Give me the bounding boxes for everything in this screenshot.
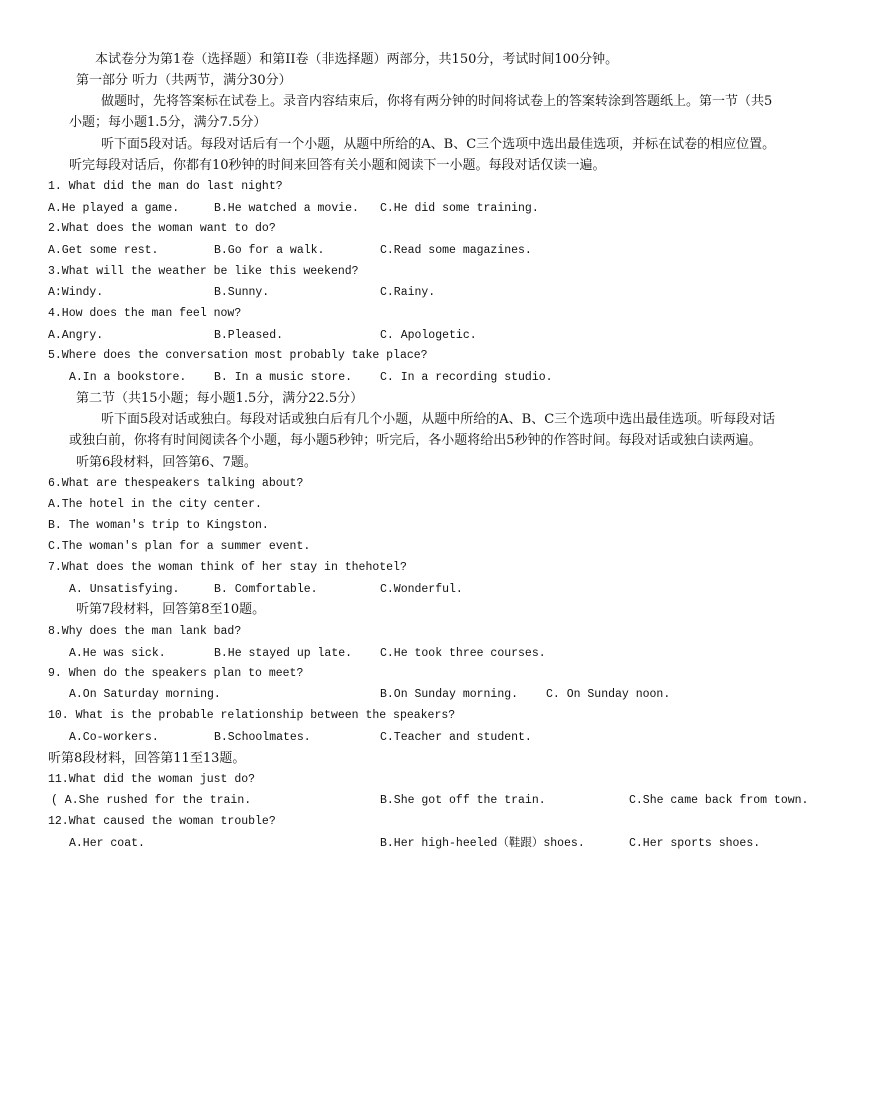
question-7: 7.What does the woman think of her stay in thehotel? <box>48 561 407 574</box>
instruction-1a: 做题时，先将答案标在试卷上。录音内容结束后，你将有两分钟的时间将试卷上的答案转涂到答题纸上。第一节（共5 <box>101 94 773 109</box>
q9-option-b: B.On Sunday morning. <box>380 688 519 701</box>
question-12: 12.What caused the woman trouble? <box>48 815 276 828</box>
question-1: 1. What did the man do last night? <box>48 180 283 193</box>
q3-option-c: C.Rainy. <box>380 286 436 299</box>
q10-option-c: C.Teacher and student. <box>380 731 532 744</box>
q3-option-b: B.Sunny. <box>214 286 270 299</box>
question-4: 4.How does the man feel now? <box>48 307 242 320</box>
q3-option-a: A:Windy. <box>48 286 104 299</box>
question-11: 11.What did the woman just do? <box>48 773 256 786</box>
q7-option-b: B. Comfortable. <box>214 583 318 596</box>
instruction-1b: 小题；每小题1.5分，满分7.5分） <box>69 115 267 130</box>
q12-option-c: C.Her sports shoes. <box>629 837 761 850</box>
question-2: 2.What does the woman want to do? <box>48 222 276 235</box>
q11-option-a: ( A.She rushed for the train. <box>51 794 252 807</box>
q9-option-a: A.On Saturday morning. <box>69 688 221 701</box>
material-7-header: 听第7段材料，回答第8至10题。 <box>76 602 266 617</box>
question-6: 6.What are thespeakers talking about? <box>48 477 304 490</box>
q10-option-a: A.Co-workers. <box>69 731 159 744</box>
question-10: 10. What is the probable relationship between the speakers? <box>48 709 456 722</box>
q4-option-b: B.Pleased. <box>214 329 284 342</box>
instruction-3: 听完每段对话后，你都有10秒钟的时间来回答有关小题和阅读下一小题。每段对话仅读一遍。 <box>69 158 606 173</box>
q8-option-c: C.He took three courses. <box>380 647 546 660</box>
material-6-header: 听第6段材料，回答第6、7题。 <box>76 455 257 470</box>
section2-instruction-b: 或独白前，你将有时间阅读各个小题，每小题5秒钟；听完后，各小题将给出5秒钟的作答时间。每段对话或独白读两遍。 <box>69 433 762 448</box>
section2-title: 第二节（共15小题；每小题1.5分，满分22.5分） <box>76 391 364 406</box>
question-5: 5.Where does the conversation most probably take place? <box>48 349 428 362</box>
instruction-2: 听下面5段对话。每段对话后有一个小题，从题中所给的A、B、C三个选项中选出最佳选项，并标在试卷的相应位置。 <box>101 137 776 152</box>
q10-option-b: B.Schoolmates. <box>214 731 311 744</box>
q5-option-a: A.In a bookstore. <box>69 371 187 384</box>
q7-option-c: C.Wonderful. <box>380 583 463 596</box>
q4-option-c: C. Apologetic. <box>380 329 477 342</box>
q6-option-c: C.The woman's plan for a summer event. <box>48 540 311 553</box>
part1-title: 第一部分 听力（共两节，满分30分） <box>76 73 292 88</box>
q6-option-b: B. The woman's trip to Kingston. <box>48 519 269 532</box>
question-3: 3.What will the weather be like this weekend? <box>48 265 359 278</box>
q4-option-a: A.Angry. <box>48 329 104 342</box>
q5-option-b: B. In a music store. <box>214 371 353 384</box>
question-9: 9. When do the speakers plan to meet? <box>48 667 304 680</box>
q11-option-c: C.She came back from town. <box>629 794 809 807</box>
q1-option-b: B.He watched a movie. <box>214 202 359 215</box>
q2-option-a: A.Get some rest. <box>48 244 159 257</box>
q9-option-c: C. On Sunday noon. <box>546 688 671 701</box>
q11-option-b: B.She got off the train. <box>380 794 546 807</box>
q12-option-a: A.Her coat. <box>69 837 145 850</box>
section2-instruction-a: 听下面5段对话或独白。每段对话或独白后有几个小题，从题中所给的A、B、C三个选项中选出最佳选项。听每段对话 <box>101 412 776 427</box>
q12-option-b: B.Her high-heeled（鞋跟）shoes. <box>380 837 585 850</box>
q5-option-c: C. In a recording studio. <box>380 371 553 384</box>
q1-option-c: C.He did some training. <box>380 202 539 215</box>
q7-option-a: A. Unsatisfying. <box>69 583 180 596</box>
material-8-header: 听第8段材料，回答第11至13题。 <box>48 751 246 766</box>
exam-intro: 本试卷分为第1卷（选择题）和第II卷（非选择题）两部分，共150分，考试时间100分钟。 <box>95 52 619 67</box>
q2-option-c: C.Read some magazines. <box>380 244 532 257</box>
q2-option-b: B.Go for a walk. <box>214 244 325 257</box>
question-8: 8.Why does the man lank bad? <box>48 625 242 638</box>
q8-option-b: B.He stayed up late. <box>214 647 353 660</box>
q8-option-a: A.He was sick. <box>69 647 166 660</box>
q1-option-a: A.He played a game. <box>48 202 180 215</box>
q6-option-a: A.The hotel in the city center. <box>48 498 262 511</box>
